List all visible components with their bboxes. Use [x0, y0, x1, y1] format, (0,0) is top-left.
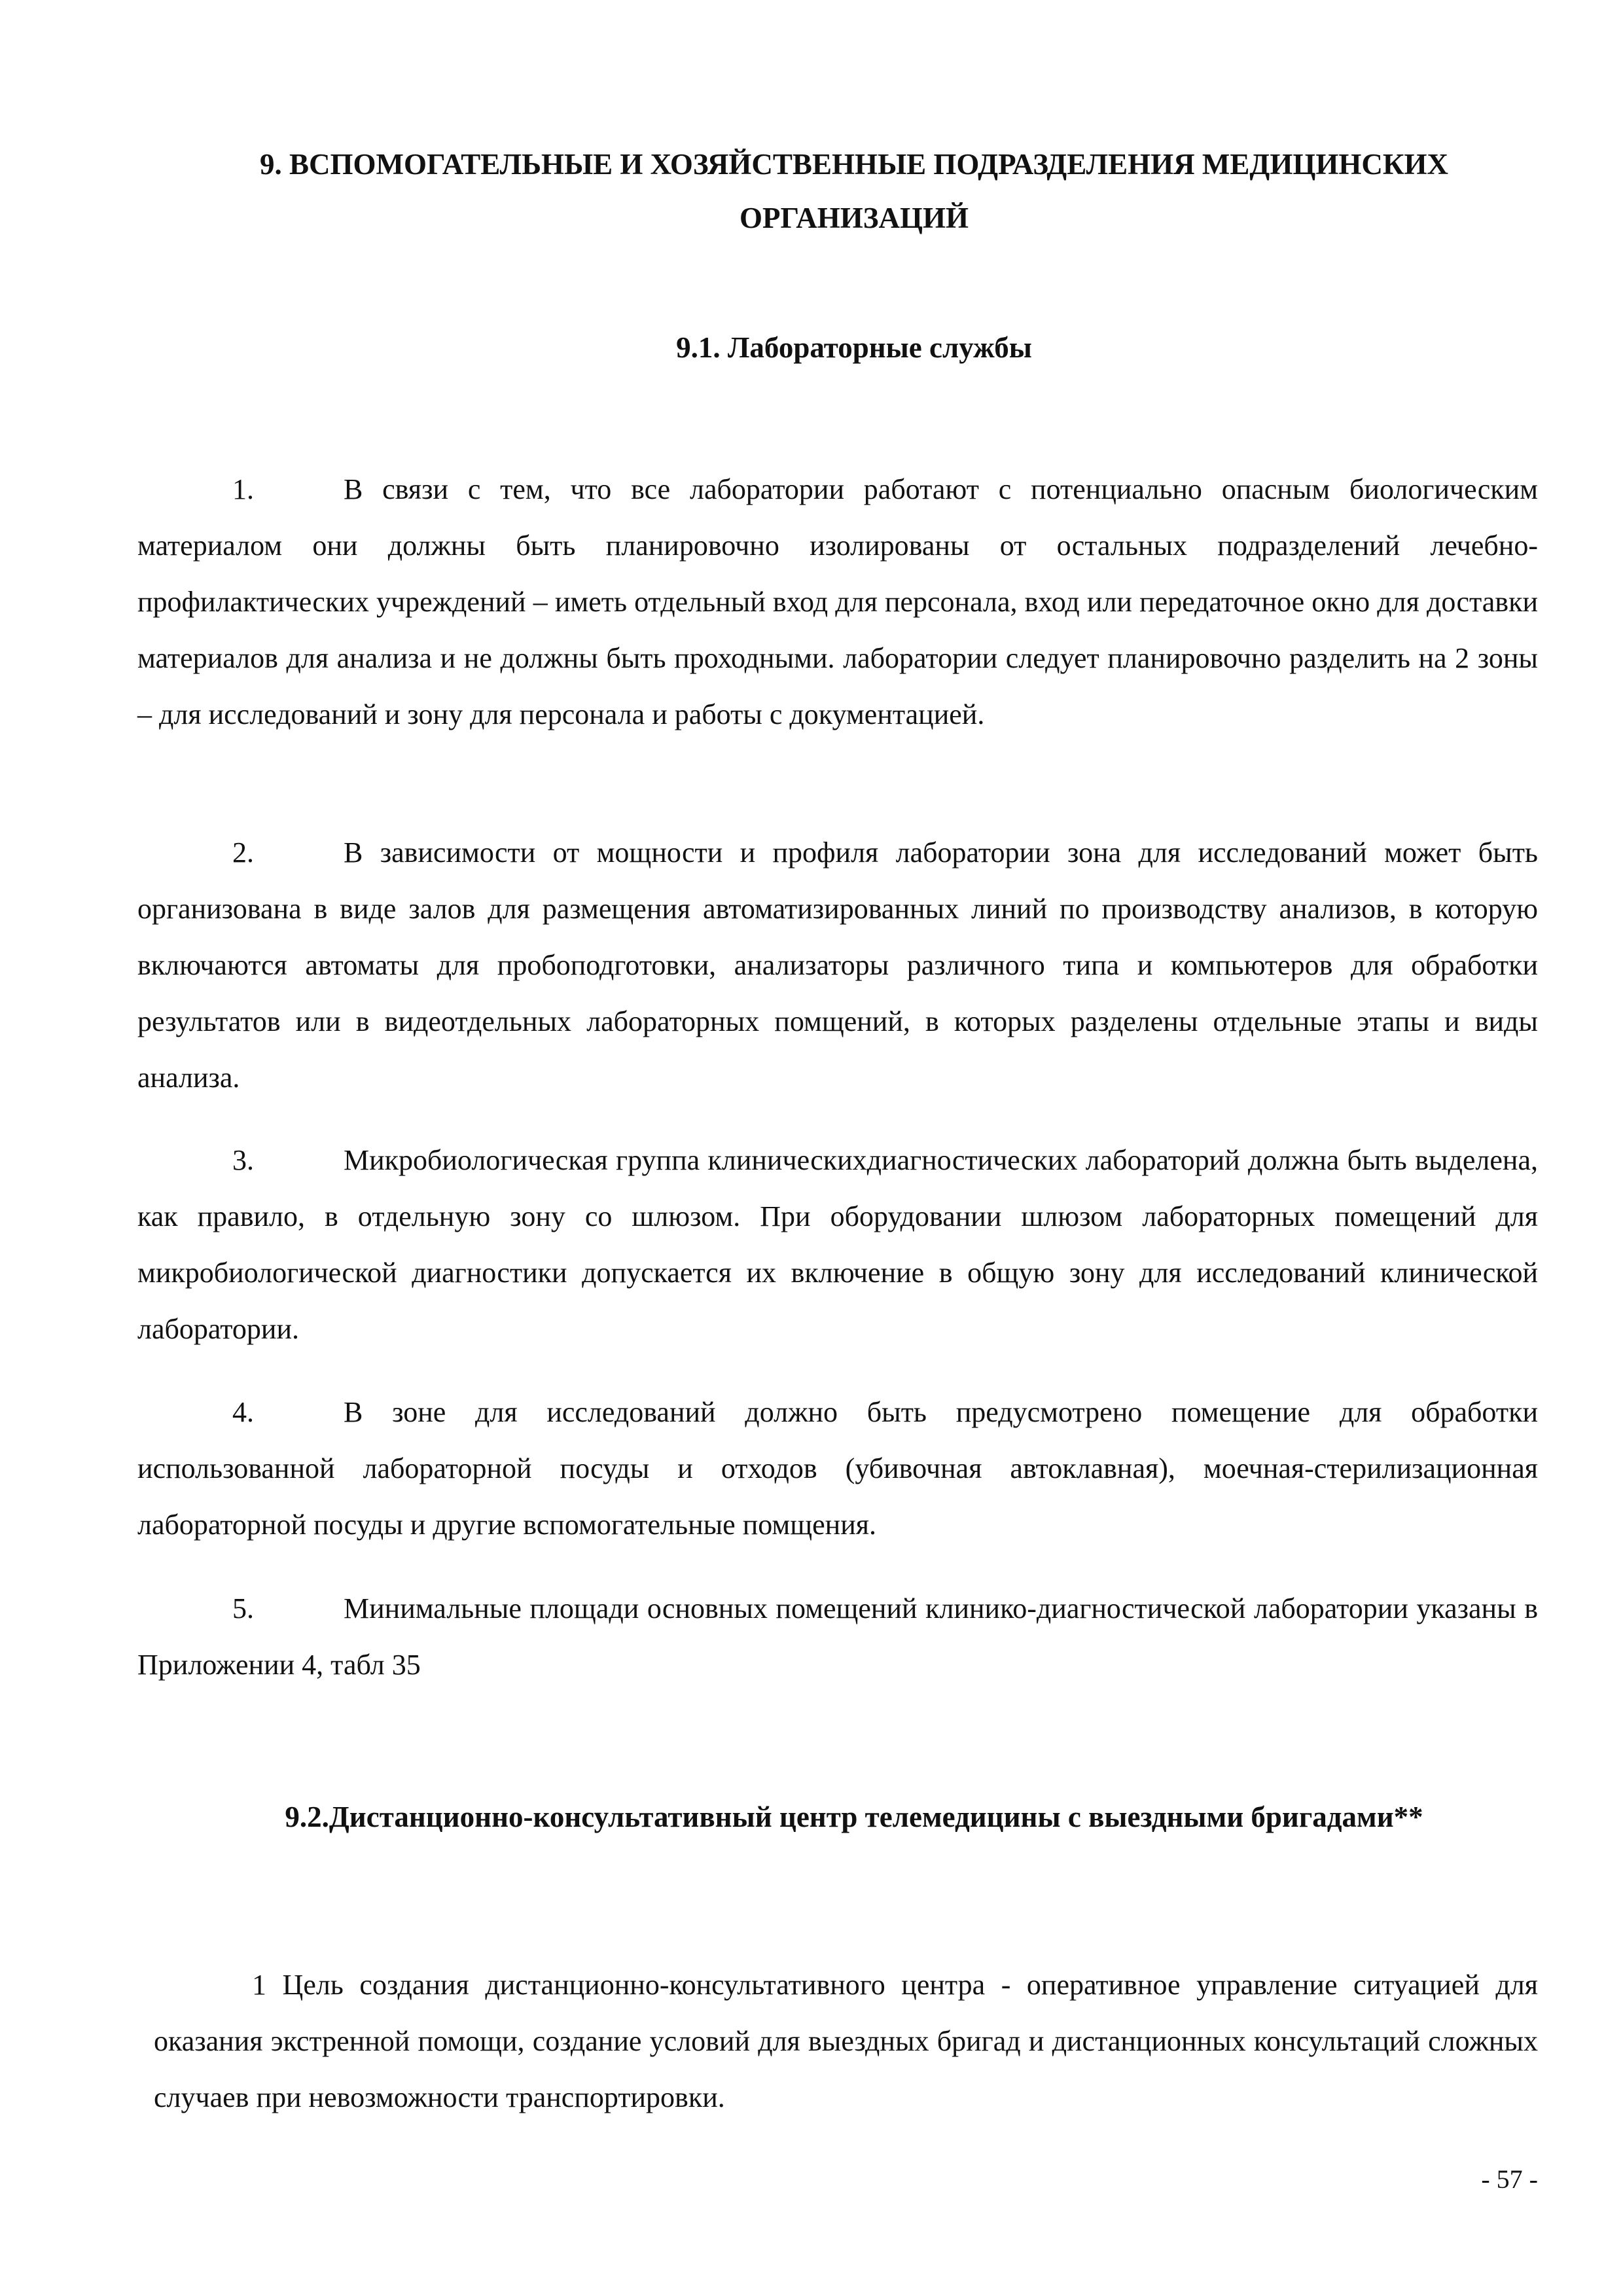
section-heading-telemedicine: 9.2.Дистанционно-консультативный центр телемедицины с выездными бригадами** [285, 1801, 1423, 1833]
paragraph-4 [137, 1384, 1538, 1553]
main-heading-line2: ОРГАНИЗАЦИЙ [740, 202, 969, 234]
paragraph-5 [137, 1581, 1538, 1693]
telemedicine-paragraph-1 [154, 1957, 1538, 2126]
paragraph-text: Цель создания дистанционно-консультативного центра - оперативное управление ситуацией для оказания экстренной помощи, создание условий для выездных бригад и дистанционных консультаций сложных случаев при невозможности транспортировки. [154, 1969, 1538, 2113]
paragraph-text: В связи с тем, что все лаборатории работают с потенциально опасным биологическим материалом они должны быть планировочно изолированы от остальных подразделений лечебно-профилактических учреждений – иметь отдельный вход для персонала, вход или передаточное окно для доставки материалов для анализа и не должны быть проходными. лаборатории следует планировочно разделить на 2 зоны – для исследований и зону для персонала и работы с документацией. [137, 473, 1538, 730]
paragraph-number: 1. [232, 473, 254, 505]
page-number: - 57 - [1481, 2164, 1538, 2194]
paragraph-3 [137, 1132, 1538, 1357]
section-heading-laboratory: 9.1. Лабораторные службы [676, 331, 1032, 364]
paragraph-number: 3. [232, 1144, 254, 1176]
paragraph-text: В зависимости от мощности и профиля лаборатории зона для исследований может быть организована в виде залов для размещения автоматизированных линий по производству анализов, в которую включаются автоматы для пробоподготовки, анализаторы различного типа и компьютеров для обработки результатов или в видеотдельных лабораторных помщений, в которых разделены отдельные этапы и виды анализа. [137, 836, 1538, 1094]
paragraph-number: 4. [232, 1396, 254, 1428]
paragraph-text: Минимальные площади основных помещений клинико-диагностической лаборатории указаны в Приложении 4, табл 35 [137, 1592, 1538, 1681]
paragraph-number: 1 [252, 1969, 266, 2001]
paragraph-1 [137, 461, 1538, 743]
main-heading [157, 137, 1551, 245]
paragraph-text: Микробиологическая группа клиническихдиагностических лабораторий должна быть выделена, как правило, в отдельную зону со шлюзом. При оборудовании шлюзом лабораторных помещений для микробиологической диагностики допускается их включение в общую зону для исследований клинической лаборатории. [137, 1144, 1538, 1345]
paragraph-2 [137, 825, 1538, 1106]
paragraph-number: 5. [232, 1592, 254, 1624]
paragraph-text: В зоне для исследований должно быть предусмотрено помещение для обработки использованной лабораторной посуды и отходов (убивочная автоклавная), моечная-стерилизационная лабораторной посуды и другие вспомогательные помщения. [137, 1396, 1538, 1541]
paragraph-number: 2. [232, 836, 254, 869]
main-heading-line1: 9. ВСПОМОГАТЕЛЬНЫЕ И ХОЗЯЙСТВЕННЫЕ ПОДРАЗДЕЛЕНИЯ МЕДИЦИНСКИХ [259, 148, 1449, 181]
